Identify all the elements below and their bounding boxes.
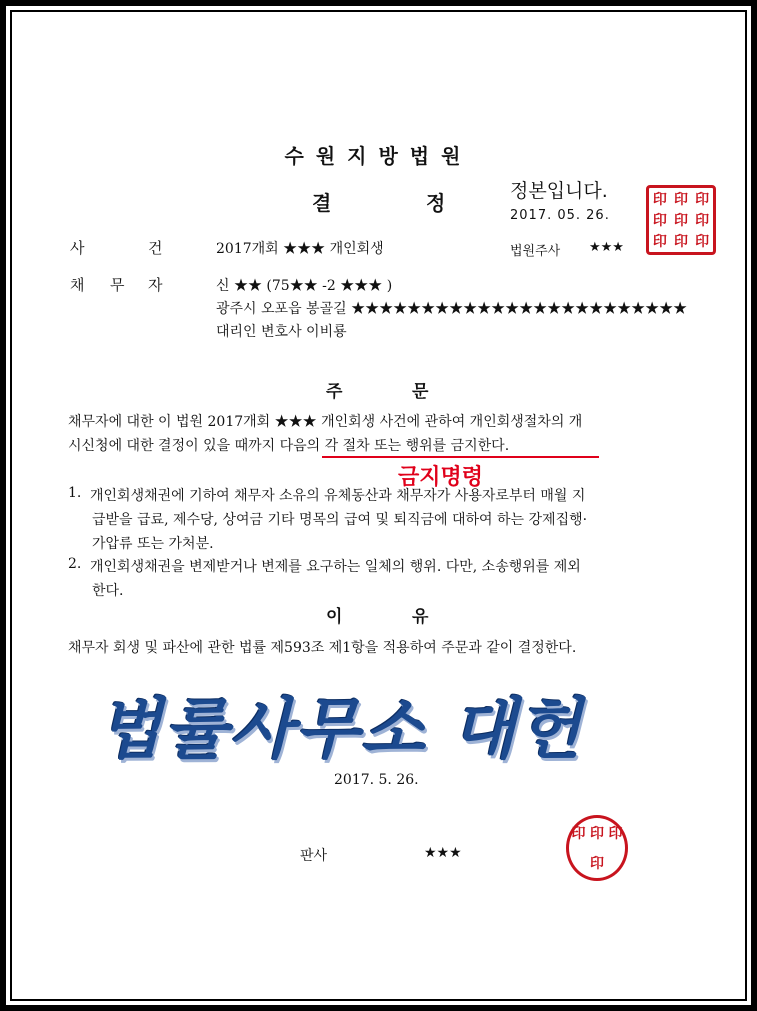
clerk-label: 법원주사: [510, 244, 561, 259]
order-heading-2: 문: [412, 382, 429, 402]
order-item-1-line3: 가압류 또는 가처분.: [92, 536, 214, 552]
order-item-2-line1: 개인회생채권을 변제받거나 변제를 요구하는 일체의 행위. 다만, 소송행위를 제외: [90, 559, 581, 575]
debtor-agent: 대리인 변호사 이비룡: [216, 324, 347, 340]
court-seal-stamp: 印 印 印 印 印 印 印 印 印: [646, 185, 716, 255]
decision-title-2: 정: [426, 191, 446, 215]
judge-seal-stamp: 印 印 印 印: [566, 815, 628, 881]
reason-text: 채무자 회생 및 파산에 관한 법률 제593조 제1항을 적용하여 주문과 같이 결정한다.: [68, 640, 577, 656]
case-number: 2017개회 ★★★ 개인회생: [216, 241, 384, 257]
order-heading-1: 주: [326, 382, 343, 402]
case-label-1: 사: [70, 239, 85, 257]
prohibition-order-label: 금지명령: [398, 465, 484, 490]
order-item-2-number: 2.: [68, 556, 82, 572]
order-intro-text: 시신청에 대한 결정이 있을 때까지: [68, 438, 280, 454]
judge-label: 판사: [300, 848, 328, 864]
clerk-name: ★★★: [589, 240, 624, 255]
certified-copy-text: 정본입니다.: [510, 180, 608, 202]
order-item-1-line2: 급받을 급료, 제수당, 상여금 기타 명목의 급여 및 퇴직금에 대하여 하는 강제집행·: [92, 512, 588, 528]
order-intro-line2: [68, 434, 688, 458]
certified-date: 2017. 05. 26.: [510, 208, 610, 223]
red-underline: [322, 456, 599, 458]
debtor-name: 신 ★★ (75★★ -2 ★★★ ): [216, 278, 393, 294]
debtor-label-3: 자: [148, 276, 163, 294]
reason-heading-2: 유: [412, 607, 429, 627]
judge-name: ★★★: [424, 845, 462, 861]
debtor-label-2: 무: [110, 276, 125, 294]
debtor-label-1: 채: [70, 276, 85, 294]
case-label-2: 건: [148, 239, 163, 257]
decision-date: 2017. 5. 26.: [334, 772, 419, 788]
order-intro-line1: 채무자에 대한 이 법원 2017개회 ★★★ 개인회생 사건에 관하여 개인회생절차의 개: [68, 414, 583, 430]
decision-title-1: 결: [312, 191, 332, 215]
reason-heading-1: 이: [326, 607, 343, 627]
prohibition-text: 다음의 각 절차 또는 행위를 금지한다.: [279, 438, 510, 454]
court-name: 수원지방법원: [284, 144, 473, 168]
order-item-1-line1: 개인회생채권에 기하여 채무자 소유의 유체동산과 채무자가 사용자로부터 매월 지: [90, 488, 586, 504]
order-item-2-line2: 한다.: [92, 583, 124, 599]
law-firm-watermark: 법률사무소 대헌: [98, 691, 584, 768]
debtor-address: 광주시 오포읍 봉골길 ★★★★★★★★★★★★★★★★★★★★★★★★: [216, 301, 688, 317]
order-item-1-number: 1.: [68, 485, 82, 501]
